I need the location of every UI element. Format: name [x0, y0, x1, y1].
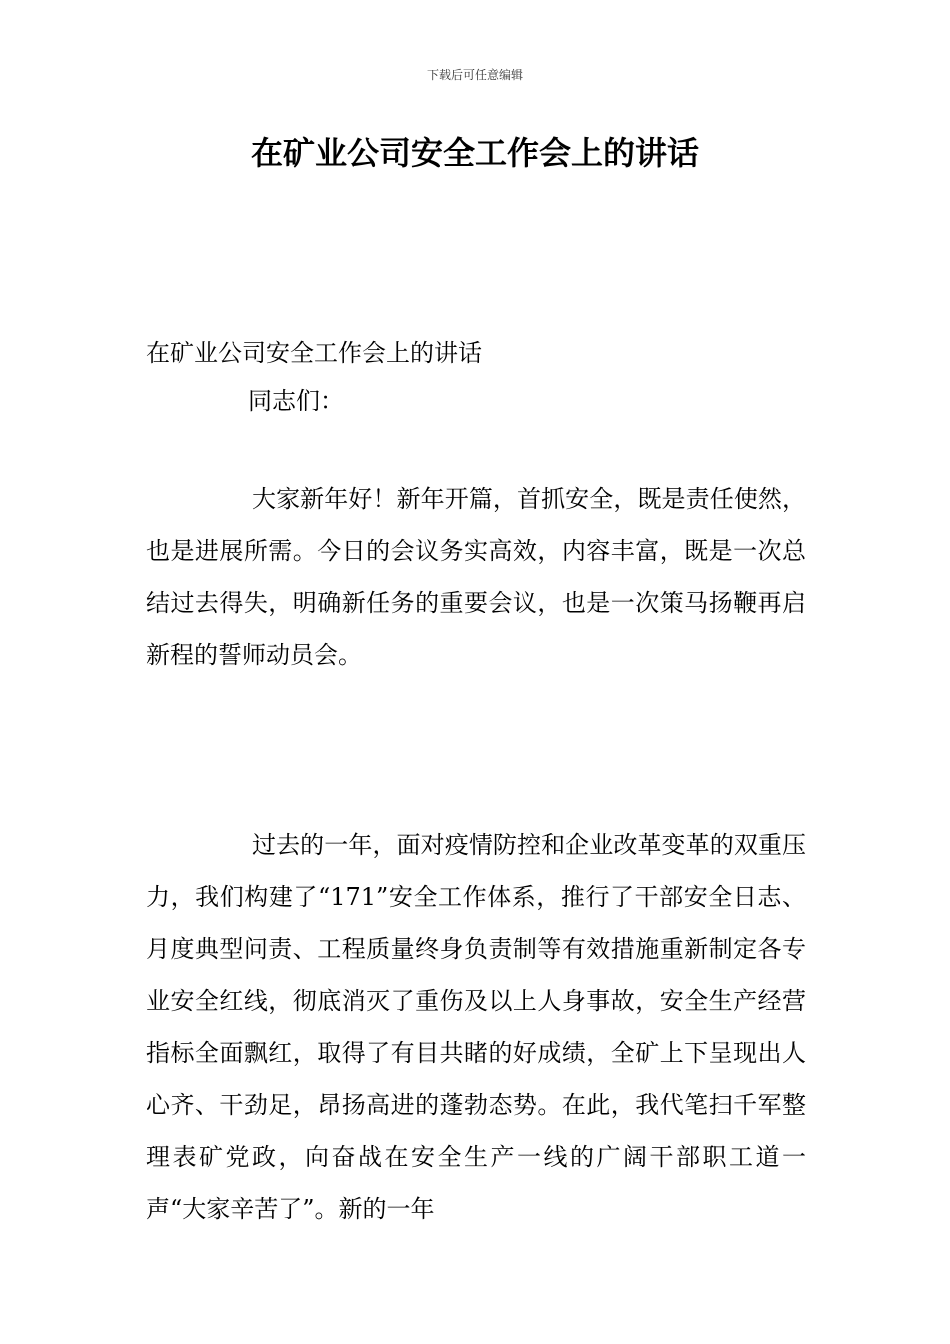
paragraph-greeting: 大家新年好！新年开篇，首抓安全，既是责任使然，也是进展所需。今日的会议务实高效，内容丰富，既是一次总结过去得失，明确新任务的重要会议，也是一次策马扬鞭再启新程的誓师动员会。: [146, 485, 806, 669]
salutation: 同志们：: [248, 387, 344, 415]
document-subtitle: 在矿业公司安全工作会上的讲话: [146, 339, 482, 367]
paragraph-review: 过去的一年，面对疫情防控和企业改革变革的双重压力，我们构建了“171”安全工作体系，推行了干部安全日志、月度典型问责、工程质量终身负责制等有效措施重新制定各专业安全红线，彻底消灭了重伤及以上人身事故，安全生产经营指标全面飘红，取得了有目共睹的好成绩，全矿上下呈现出人心齐、干劲足，昂扬高进的蓬勃态势。在此，我代笔扫千军整理表矿党政，向奋战在安全生产一线的广阔干部职工道一声“大家辛苦了”。新的一年: [146, 831, 806, 1223]
header-note: 下载后可任意编辑: [426, 68, 523, 82]
document-title: 在矿业公司安全工作会上的讲话: [250, 134, 699, 172]
